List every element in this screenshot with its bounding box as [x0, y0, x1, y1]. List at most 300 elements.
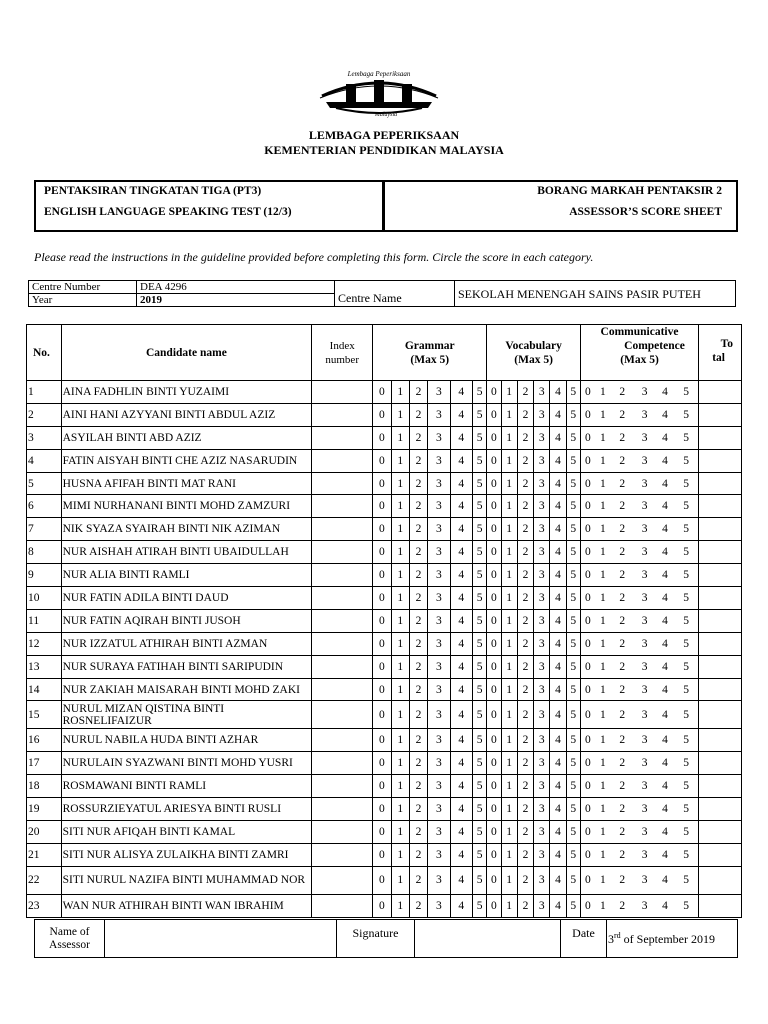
grammar-score-option[interactable]: 0	[373, 775, 391, 798]
grammar-score-option[interactable]: 2	[409, 564, 427, 587]
grammar-score-option[interactable]: 4	[450, 655, 472, 678]
communicative-score-option[interactable]: 5	[674, 541, 698, 564]
total-cell[interactable]	[699, 587, 742, 610]
grammar-score-option[interactable]: 4	[450, 843, 472, 866]
communicative-score-option[interactable]: 1	[595, 426, 611, 449]
grammar-score-option[interactable]: 5	[473, 541, 487, 564]
grammar-score-option[interactable]: 1	[391, 518, 409, 541]
communicative-score-option[interactable]: 1	[595, 495, 611, 518]
total-cell[interactable]	[699, 729, 742, 752]
grammar-score-option[interactable]: 5	[473, 701, 487, 729]
communicative-score-option[interactable]: 4	[656, 518, 674, 541]
communicative-score-option[interactable]: 5	[674, 843, 698, 866]
total-cell[interactable]	[699, 518, 742, 541]
grammar-score-option[interactable]: 3	[428, 449, 450, 472]
communicative-score-option[interactable]: 3	[633, 449, 655, 472]
communicative-score-option[interactable]: 0	[580, 472, 594, 495]
total-cell[interactable]	[699, 541, 742, 564]
vocabulary-score-option[interactable]: 2	[517, 609, 533, 632]
grammar-score-option[interactable]: 3	[428, 843, 450, 866]
vocabulary-score-option[interactable]: 2	[517, 821, 533, 844]
vocabulary-score-option[interactable]: 3	[534, 655, 550, 678]
vocabulary-score-option[interactable]: 0	[487, 426, 501, 449]
assessor-name-field[interactable]	[105, 920, 337, 958]
index-number-cell[interactable]	[312, 587, 373, 610]
communicative-score-option[interactable]: 4	[656, 381, 674, 404]
vocabulary-score-option[interactable]: 5	[566, 729, 580, 752]
grammar-score-option[interactable]: 3	[428, 564, 450, 587]
vocabulary-score-option[interactable]: 5	[566, 775, 580, 798]
communicative-score-option[interactable]: 3	[633, 843, 655, 866]
communicative-score-option[interactable]: 2	[611, 843, 633, 866]
vocabulary-score-option[interactable]: 5	[566, 821, 580, 844]
vocabulary-score-option[interactable]: 5	[566, 701, 580, 729]
communicative-score-option[interactable]: 1	[595, 729, 611, 752]
grammar-score-option[interactable]: 2	[409, 678, 427, 701]
vocabulary-score-option[interactable]: 5	[566, 564, 580, 587]
communicative-score-option[interactable]: 3	[633, 798, 655, 821]
communicative-score-option[interactable]: 2	[611, 449, 633, 472]
grammar-score-option[interactable]: 0	[373, 587, 391, 610]
vocabulary-score-option[interactable]: 0	[487, 894, 501, 917]
vocabulary-score-option[interactable]: 1	[501, 894, 517, 917]
grammar-score-option[interactable]: 2	[409, 752, 427, 775]
communicative-score-option[interactable]: 0	[580, 843, 594, 866]
grammar-score-option[interactable]: 2	[409, 518, 427, 541]
communicative-score-option[interactable]: 0	[580, 752, 594, 775]
vocabulary-score-option[interactable]: 3	[534, 449, 550, 472]
grammar-score-option[interactable]: 3	[428, 472, 450, 495]
communicative-score-option[interactable]: 4	[656, 609, 674, 632]
grammar-score-option[interactable]: 1	[391, 866, 409, 894]
grammar-score-option[interactable]: 1	[391, 403, 409, 426]
grammar-score-option[interactable]: 4	[450, 518, 472, 541]
grammar-score-option[interactable]: 4	[450, 894, 472, 917]
communicative-score-option[interactable]: 2	[611, 821, 633, 844]
grammar-score-option[interactable]: 4	[450, 541, 472, 564]
vocabulary-score-option[interactable]: 4	[550, 894, 566, 917]
grammar-score-option[interactable]: 3	[428, 609, 450, 632]
total-cell[interactable]	[699, 609, 742, 632]
grammar-score-option[interactable]: 1	[391, 495, 409, 518]
index-number-cell[interactable]	[312, 564, 373, 587]
grammar-score-option[interactable]: 1	[391, 381, 409, 404]
vocabulary-score-option[interactable]: 5	[566, 403, 580, 426]
grammar-score-option[interactable]: 5	[473, 678, 487, 701]
vocabulary-score-option[interactable]: 0	[487, 403, 501, 426]
grammar-score-option[interactable]: 2	[409, 449, 427, 472]
grammar-score-option[interactable]: 0	[373, 894, 391, 917]
vocabulary-score-option[interactable]: 0	[487, 495, 501, 518]
communicative-score-option[interactable]: 2	[611, 798, 633, 821]
total-cell[interactable]	[699, 775, 742, 798]
communicative-score-option[interactable]: 4	[656, 701, 674, 729]
grammar-score-option[interactable]: 1	[391, 655, 409, 678]
grammar-score-option[interactable]: 1	[391, 752, 409, 775]
index-number-cell[interactable]	[312, 798, 373, 821]
communicative-score-option[interactable]: 3	[633, 541, 655, 564]
total-cell[interactable]	[699, 798, 742, 821]
communicative-score-option[interactable]: 1	[595, 587, 611, 610]
grammar-score-option[interactable]: 1	[391, 632, 409, 655]
communicative-score-option[interactable]: 1	[595, 564, 611, 587]
grammar-score-option[interactable]: 4	[450, 495, 472, 518]
communicative-score-option[interactable]: 4	[656, 632, 674, 655]
grammar-score-option[interactable]: 3	[428, 866, 450, 894]
grammar-score-option[interactable]: 2	[409, 866, 427, 894]
vocabulary-score-option[interactable]: 3	[534, 866, 550, 894]
total-cell[interactable]	[699, 632, 742, 655]
communicative-score-option[interactable]: 4	[656, 541, 674, 564]
vocabulary-score-option[interactable]: 0	[487, 587, 501, 610]
index-number-cell[interactable]	[312, 426, 373, 449]
vocabulary-score-option[interactable]: 5	[566, 632, 580, 655]
communicative-score-option[interactable]: 3	[633, 632, 655, 655]
communicative-score-option[interactable]: 5	[674, 587, 698, 610]
communicative-score-option[interactable]: 1	[595, 632, 611, 655]
grammar-score-option[interactable]: 3	[428, 821, 450, 844]
communicative-score-option[interactable]: 4	[656, 426, 674, 449]
vocabulary-score-option[interactable]: 2	[517, 866, 533, 894]
total-cell[interactable]	[699, 472, 742, 495]
grammar-score-option[interactable]: 4	[450, 701, 472, 729]
grammar-score-option[interactable]: 5	[473, 843, 487, 866]
communicative-score-option[interactable]: 3	[633, 587, 655, 610]
communicative-score-option[interactable]: 1	[595, 752, 611, 775]
grammar-score-option[interactable]: 3	[428, 495, 450, 518]
communicative-score-option[interactable]: 0	[580, 701, 594, 729]
vocabulary-score-option[interactable]: 5	[566, 894, 580, 917]
vocabulary-score-option[interactable]: 2	[517, 587, 533, 610]
grammar-score-option[interactable]: 3	[428, 701, 450, 729]
communicative-score-option[interactable]: 2	[611, 518, 633, 541]
communicative-score-option[interactable]: 2	[611, 564, 633, 587]
communicative-score-option[interactable]: 3	[633, 821, 655, 844]
grammar-score-option[interactable]: 5	[473, 381, 487, 404]
index-number-cell[interactable]	[312, 866, 373, 894]
communicative-score-option[interactable]: 1	[595, 655, 611, 678]
grammar-score-option[interactable]: 4	[450, 381, 472, 404]
vocabulary-score-option[interactable]: 4	[550, 495, 566, 518]
vocabulary-score-option[interactable]: 4	[550, 632, 566, 655]
grammar-score-option[interactable]: 2	[409, 472, 427, 495]
communicative-score-option[interactable]: 3	[633, 752, 655, 775]
communicative-score-option[interactable]: 4	[656, 894, 674, 917]
vocabulary-score-option[interactable]: 4	[550, 518, 566, 541]
index-number-cell[interactable]	[312, 775, 373, 798]
grammar-score-option[interactable]: 3	[428, 587, 450, 610]
communicative-score-option[interactable]: 1	[595, 894, 611, 917]
vocabulary-score-option[interactable]: 1	[501, 775, 517, 798]
total-cell[interactable]	[699, 564, 742, 587]
index-number-cell[interactable]	[312, 609, 373, 632]
communicative-score-option[interactable]: 5	[674, 426, 698, 449]
vocabulary-score-option[interactable]: 1	[501, 609, 517, 632]
vocabulary-score-option[interactable]: 2	[517, 655, 533, 678]
communicative-score-option[interactable]: 2	[611, 655, 633, 678]
communicative-score-option[interactable]: 5	[674, 655, 698, 678]
vocabulary-score-option[interactable]: 2	[517, 752, 533, 775]
communicative-score-option[interactable]: 1	[595, 866, 611, 894]
grammar-score-option[interactable]: 2	[409, 655, 427, 678]
communicative-score-option[interactable]: 5	[674, 609, 698, 632]
vocabulary-score-option[interactable]: 2	[517, 541, 533, 564]
communicative-score-option[interactable]: 5	[674, 775, 698, 798]
total-cell[interactable]	[699, 403, 742, 426]
vocabulary-score-option[interactable]: 5	[566, 678, 580, 701]
grammar-score-option[interactable]: 1	[391, 821, 409, 844]
communicative-score-option[interactable]: 2	[611, 381, 633, 404]
grammar-score-option[interactable]: 4	[450, 821, 472, 844]
vocabulary-score-option[interactable]: 3	[534, 426, 550, 449]
vocabulary-score-option[interactable]: 4	[550, 701, 566, 729]
vocabulary-score-option[interactable]: 4	[550, 426, 566, 449]
vocabulary-score-option[interactable]: 0	[487, 655, 501, 678]
vocabulary-score-option[interactable]: 1	[501, 495, 517, 518]
grammar-score-option[interactable]: 1	[391, 587, 409, 610]
vocabulary-score-option[interactable]: 5	[566, 798, 580, 821]
communicative-score-option[interactable]: 3	[633, 564, 655, 587]
grammar-score-option[interactable]: 0	[373, 655, 391, 678]
communicative-score-option[interactable]: 1	[595, 701, 611, 729]
communicative-score-option[interactable]: 1	[595, 518, 611, 541]
vocabulary-score-option[interactable]: 3	[534, 541, 550, 564]
grammar-score-option[interactable]: 4	[450, 564, 472, 587]
index-number-cell[interactable]	[312, 472, 373, 495]
communicative-score-option[interactable]: 0	[580, 821, 594, 844]
communicative-score-option[interactable]: 4	[656, 403, 674, 426]
grammar-score-option[interactable]: 5	[473, 894, 487, 917]
communicative-score-option[interactable]: 3	[633, 866, 655, 894]
communicative-score-option[interactable]: 2	[611, 678, 633, 701]
vocabulary-score-option[interactable]: 2	[517, 798, 533, 821]
communicative-score-option[interactable]: 0	[580, 632, 594, 655]
vocabulary-score-option[interactable]: 5	[566, 752, 580, 775]
total-cell[interactable]	[699, 843, 742, 866]
vocabulary-score-option[interactable]: 5	[566, 472, 580, 495]
grammar-score-option[interactable]: 2	[409, 426, 427, 449]
grammar-score-option[interactable]: 2	[409, 495, 427, 518]
communicative-score-option[interactable]: 3	[633, 701, 655, 729]
communicative-score-option[interactable]: 4	[656, 449, 674, 472]
grammar-score-option[interactable]: 2	[409, 701, 427, 729]
grammar-score-option[interactable]: 4	[450, 426, 472, 449]
vocabulary-score-option[interactable]: 5	[566, 587, 580, 610]
index-number-cell[interactable]	[312, 752, 373, 775]
vocabulary-score-option[interactable]: 0	[487, 752, 501, 775]
centre-name-value[interactable]: SEKOLAH MENENGAH SAINS PASIR PUTEH	[455, 281, 736, 307]
index-number-cell[interactable]	[312, 655, 373, 678]
grammar-score-option[interactable]: 4	[450, 775, 472, 798]
grammar-score-option[interactable]: 3	[428, 632, 450, 655]
grammar-score-option[interactable]: 4	[450, 609, 472, 632]
communicative-score-option[interactable]: 3	[633, 894, 655, 917]
communicative-score-option[interactable]: 1	[595, 678, 611, 701]
vocabulary-score-option[interactable]: 2	[517, 843, 533, 866]
vocabulary-score-option[interactable]: 3	[534, 564, 550, 587]
communicative-score-option[interactable]: 3	[633, 381, 655, 404]
grammar-score-option[interactable]: 0	[373, 426, 391, 449]
vocabulary-score-option[interactable]: 4	[550, 609, 566, 632]
vocabulary-score-option[interactable]: 5	[566, 843, 580, 866]
grammar-score-option[interactable]: 1	[391, 609, 409, 632]
vocabulary-score-option[interactable]: 1	[501, 678, 517, 701]
grammar-score-option[interactable]: 3	[428, 678, 450, 701]
communicative-score-option[interactable]: 1	[595, 775, 611, 798]
grammar-score-option[interactable]: 5	[473, 426, 487, 449]
vocabulary-score-option[interactable]: 5	[566, 609, 580, 632]
vocabulary-score-option[interactable]: 3	[534, 403, 550, 426]
communicative-score-option[interactable]: 3	[633, 472, 655, 495]
communicative-score-option[interactable]: 0	[580, 894, 594, 917]
communicative-score-option[interactable]: 4	[656, 775, 674, 798]
grammar-score-option[interactable]: 1	[391, 894, 409, 917]
vocabulary-score-option[interactable]: 2	[517, 894, 533, 917]
vocabulary-score-option[interactable]: 0	[487, 678, 501, 701]
vocabulary-score-option[interactable]: 4	[550, 541, 566, 564]
grammar-score-option[interactable]: 4	[450, 866, 472, 894]
grammar-score-option[interactable]: 0	[373, 678, 391, 701]
total-cell[interactable]	[699, 426, 742, 449]
grammar-score-option[interactable]: 2	[409, 632, 427, 655]
grammar-score-option[interactable]: 5	[473, 729, 487, 752]
index-number-cell[interactable]	[312, 518, 373, 541]
index-number-cell[interactable]	[312, 701, 373, 729]
vocabulary-score-option[interactable]: 3	[534, 701, 550, 729]
communicative-score-option[interactable]: 0	[580, 381, 594, 404]
communicative-score-option[interactable]: 2	[611, 894, 633, 917]
vocabulary-score-option[interactable]: 3	[534, 729, 550, 752]
communicative-score-option[interactable]: 5	[674, 752, 698, 775]
date-value[interactable]	[607, 920, 738, 958]
communicative-score-option[interactable]: 0	[580, 775, 594, 798]
vocabulary-score-option[interactable]: 0	[487, 518, 501, 541]
vocabulary-score-option[interactable]: 1	[501, 655, 517, 678]
communicative-score-option[interactable]: 5	[674, 866, 698, 894]
index-number-cell[interactable]	[312, 449, 373, 472]
communicative-score-option[interactable]: 3	[633, 426, 655, 449]
grammar-score-option[interactable]: 0	[373, 866, 391, 894]
total-cell[interactable]	[699, 701, 742, 729]
communicative-score-option[interactable]: 3	[633, 729, 655, 752]
vocabulary-score-option[interactable]: 1	[501, 403, 517, 426]
vocabulary-score-option[interactable]: 3	[534, 587, 550, 610]
communicative-score-option[interactable]: 4	[656, 866, 674, 894]
total-cell[interactable]	[699, 678, 742, 701]
grammar-score-option[interactable]: 5	[473, 821, 487, 844]
communicative-score-option[interactable]: 1	[595, 541, 611, 564]
grammar-score-option[interactable]: 5	[473, 564, 487, 587]
index-number-cell[interactable]	[312, 729, 373, 752]
communicative-score-option[interactable]: 0	[580, 518, 594, 541]
grammar-score-option[interactable]: 3	[428, 381, 450, 404]
vocabulary-score-option[interactable]: 4	[550, 798, 566, 821]
communicative-score-option[interactable]: 1	[595, 609, 611, 632]
vocabulary-score-option[interactable]: 0	[487, 632, 501, 655]
grammar-score-option[interactable]: 0	[373, 472, 391, 495]
vocabulary-score-option[interactable]: 2	[517, 701, 533, 729]
vocabulary-score-option[interactable]: 4	[550, 472, 566, 495]
grammar-score-option[interactable]: 1	[391, 775, 409, 798]
communicative-score-option[interactable]: 1	[595, 449, 611, 472]
communicative-score-option[interactable]: 1	[595, 821, 611, 844]
communicative-score-option[interactable]: 4	[656, 587, 674, 610]
grammar-score-option[interactable]: 3	[428, 752, 450, 775]
vocabulary-score-option[interactable]: 0	[487, 701, 501, 729]
vocabulary-score-option[interactable]: 4	[550, 381, 566, 404]
communicative-score-option[interactable]: 3	[633, 403, 655, 426]
vocabulary-score-option[interactable]: 3	[534, 495, 550, 518]
vocabulary-score-option[interactable]: 3	[534, 609, 550, 632]
communicative-score-option[interactable]: 2	[611, 587, 633, 610]
grammar-score-option[interactable]: 0	[373, 609, 391, 632]
communicative-score-option[interactable]: 5	[674, 894, 698, 917]
vocabulary-score-option[interactable]: 1	[501, 587, 517, 610]
grammar-score-option[interactable]: 3	[428, 729, 450, 752]
grammar-score-option[interactable]: 2	[409, 381, 427, 404]
grammar-score-option[interactable]: 0	[373, 495, 391, 518]
vocabulary-score-option[interactable]: 0	[487, 775, 501, 798]
vocabulary-score-option[interactable]: 0	[487, 798, 501, 821]
communicative-score-option[interactable]: 5	[674, 564, 698, 587]
grammar-score-option[interactable]: 1	[391, 843, 409, 866]
communicative-score-option[interactable]: 0	[580, 495, 594, 518]
communicative-score-option[interactable]: 4	[656, 843, 674, 866]
grammar-score-option[interactable]: 0	[373, 798, 391, 821]
grammar-score-option[interactable]: 4	[450, 449, 472, 472]
communicative-score-option[interactable]: 5	[674, 472, 698, 495]
communicative-score-option[interactable]: 0	[580, 564, 594, 587]
grammar-score-option[interactable]: 2	[409, 403, 427, 426]
grammar-score-option[interactable]: 5	[473, 518, 487, 541]
total-cell[interactable]	[699, 495, 742, 518]
grammar-score-option[interactable]: 0	[373, 821, 391, 844]
vocabulary-score-option[interactable]: 1	[501, 564, 517, 587]
vocabulary-score-option[interactable]: 3	[534, 381, 550, 404]
communicative-score-option[interactable]: 2	[611, 495, 633, 518]
communicative-score-option[interactable]: 1	[595, 843, 611, 866]
grammar-score-option[interactable]: 2	[409, 729, 427, 752]
communicative-score-option[interactable]: 0	[580, 678, 594, 701]
communicative-score-option[interactable]: 4	[656, 472, 674, 495]
communicative-score-option[interactable]: 0	[580, 541, 594, 564]
vocabulary-score-option[interactable]: 1	[501, 843, 517, 866]
vocabulary-score-option[interactable]: 0	[487, 609, 501, 632]
vocabulary-score-option[interactable]: 1	[501, 701, 517, 729]
vocabulary-score-option[interactable]: 5	[566, 449, 580, 472]
grammar-score-option[interactable]: 5	[473, 403, 487, 426]
communicative-score-option[interactable]: 2	[611, 632, 633, 655]
communicative-score-option[interactable]: 3	[633, 655, 655, 678]
communicative-score-option[interactable]: 1	[595, 472, 611, 495]
vocabulary-score-option[interactable]: 4	[550, 775, 566, 798]
vocabulary-score-option[interactable]: 5	[566, 541, 580, 564]
vocabulary-score-option[interactable]: 4	[550, 866, 566, 894]
grammar-score-option[interactable]: 5	[473, 472, 487, 495]
vocabulary-score-option[interactable]: 2	[517, 472, 533, 495]
communicative-score-option[interactable]: 0	[580, 798, 594, 821]
communicative-score-option[interactable]: 4	[656, 678, 674, 701]
vocabulary-score-option[interactable]: 4	[550, 843, 566, 866]
communicative-score-option[interactable]: 4	[656, 798, 674, 821]
grammar-score-option[interactable]: 1	[391, 729, 409, 752]
communicative-score-option[interactable]: 1	[595, 403, 611, 426]
grammar-score-option[interactable]: 2	[409, 775, 427, 798]
grammar-score-option[interactable]: 0	[373, 403, 391, 426]
total-cell[interactable]	[699, 449, 742, 472]
total-cell[interactable]	[699, 752, 742, 775]
grammar-score-option[interactable]: 1	[391, 449, 409, 472]
